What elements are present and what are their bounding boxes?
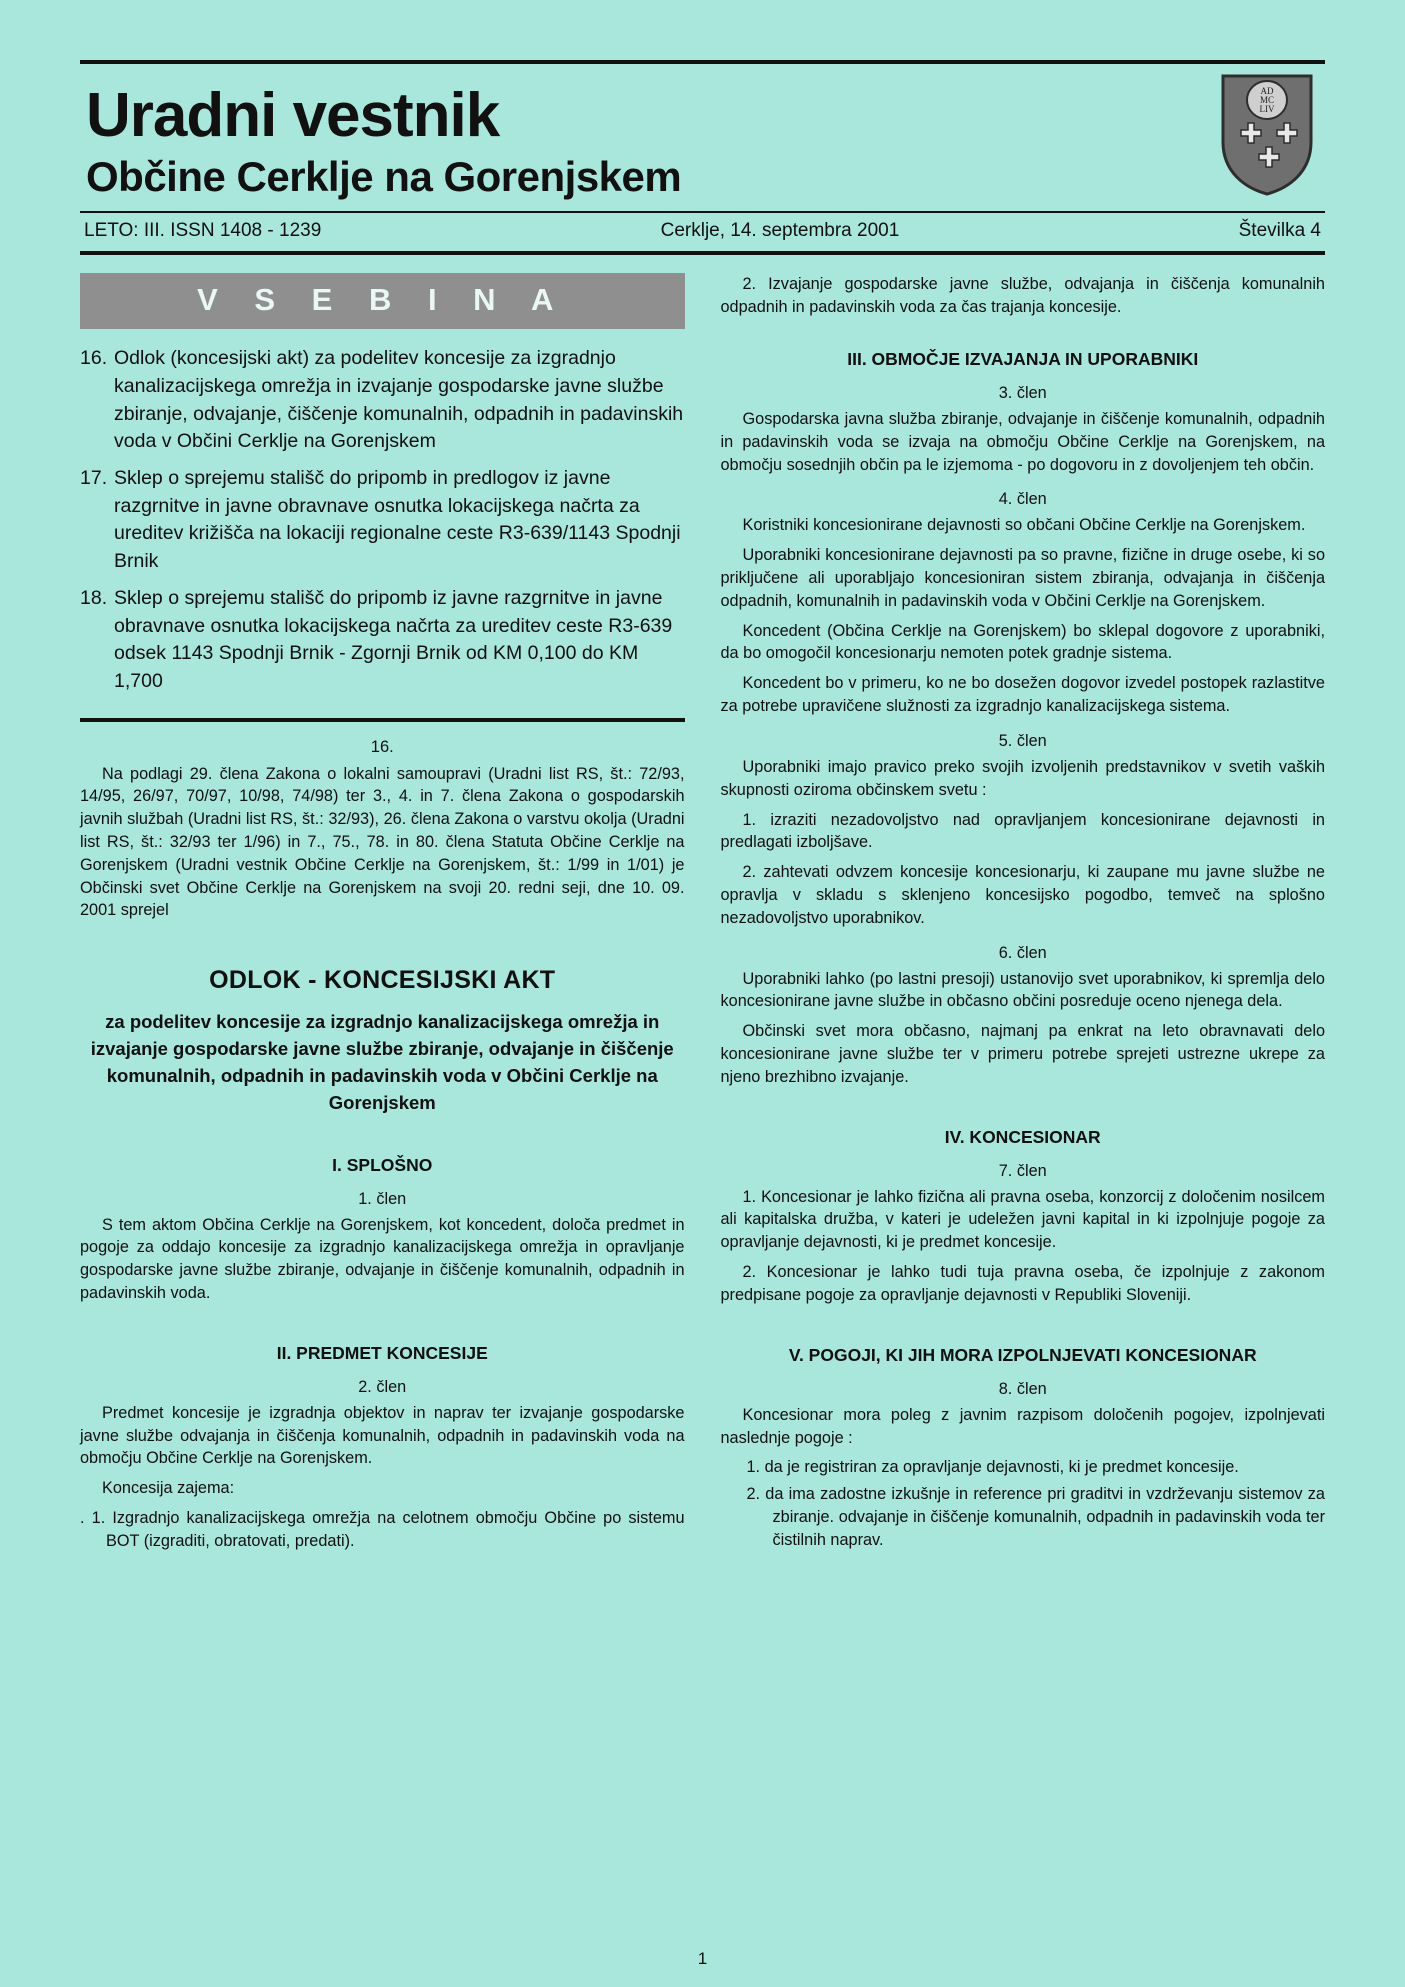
list-item[interactable]	[80, 345, 685, 456]
toc-item-text: Sklep o sprejemu stališč do pripomb in predlogov iz javne razgrnitve in javne obravnave osnutka lokacijskega načrta za ureditev križišča na lokaciji regionalne ceste R3-639/1143 Spodnji Brnik	[114, 467, 681, 573]
list-item[interactable]	[80, 585, 685, 696]
issue-info-bar	[80, 211, 1325, 255]
toc-item-number: 18.	[80, 586, 108, 609]
publication-subtitle: Občine Cerklje na Gorenjskem	[86, 153, 682, 201]
svg-text:LIV: LIV	[1259, 104, 1275, 114]
article-8-paragraph-1: Koncesionar mora poleg z javnim razpisom določenih pogojev, izpolnjevati naslednje pogoje :	[720, 1405, 1325, 1447]
article-4-paragraph-3: Koncedent (Občina Cerklje na Gorenjskem) bo sklepal dogovore z uporabniki, da bo omogočil koncesionarju nemoten potek gradnje sistema.	[720, 621, 1325, 663]
document-title: ODLOK - KONCESIJSKI AKT	[209, 966, 556, 995]
preamble-text: Na podlagi 29. člena Zakona o lokalni samoupravi (Uradni list RS, št.: 72/93, 14/95, 26/97, 70/97, 10/98, 74/98) ter 3., 4. in 7. člena Zakona o gospodarskih javnih službah (Uradni list RS, št.: 32/93), 26. člena Zakona o varstvu okolja (Uradni list RS, št.: 32/93 ter 1/96) in 7., 75., 78. in 80. člena Statuta Občine Cerklje na Gorenjskem (Uradni vestnik Občine Cerklje na Gorenjskem, št.: 1/99 in 1/01) je Občinski svet Občine Cerklje na Gorenjskem na svoji 20. redni seji, dne 10. 09. 2001 sprejel	[80, 764, 685, 920]
article-8-item-1: 1. da je registriran za opravljanje dejavnosti, ki je predmet koncesije.	[746, 1458, 1239, 1477]
article-5-item-1: 1. izraziti nezadovoljstvo nad opravljanjem koncesionirane dejavnosti in predlagati izboljšave.	[720, 810, 1325, 852]
divider	[80, 718, 685, 722]
body-columns	[80, 273, 1325, 1556]
article-7-item-2: 2. Koncesionar je lahko tudi tuja pravna oseba, če izpolnjuje z zakonom predpisane pogoje za opravljanje dejavnosti v Republiki Sloveniji.	[720, 1263, 1325, 1304]
coat-of-arms-icon	[1219, 72, 1315, 198]
article-8-label: 8. člen	[998, 1379, 1047, 1398]
article-4-paragraph-1: Koristniki koncesionirane dejavnosti so občani Občine Cerklje na Gorenjskem.	[742, 516, 1306, 535]
article-4-label: 4. člen	[998, 490, 1047, 509]
article-7-item-1: 1. Koncesionar je lahko fizična ali pravna oseba, konzorcij z določenim nosilcem ali kapitalska družba, v kateri je udeležen javni kapital in ki izpolnjuje pogoje za opravljanje dejavnosti, ki je predmet koncesije.	[720, 1187, 1325, 1252]
svg-text:MC: MC	[1259, 95, 1275, 105]
article-5-label: 5. člen	[998, 731, 1047, 750]
section-heading-iv: IV. KONCESIONAR	[944, 1126, 1101, 1147]
article-1-label: 1. člen	[358, 1189, 407, 1208]
section-heading-i: I. SPLOŠNO	[332, 1154, 433, 1175]
article-entry-number: 16.	[370, 737, 394, 756]
article-3-text: Gospodarska javna služba zbiranje, odvajanje in čiščenje komunalnih, odpadnih in padavinskih voda se izvaja na območju Občine Cerklje na Gorenjskem, na območju sosednjih občin pa le izjemoma - po dogovoru in z dovoljenjem teh občin.	[720, 409, 1325, 474]
right-column	[721, 273, 1326, 1556]
article-1-text: S tem aktom Občina Cerklje na Gorenjskem, kot koncedent, določa predmet in pogoje za oddajo koncesije za izgradnjo kanalizacijskega omrežja in opravljanje gospodarske javne službe zbiranje, odvajanje in čiščenje komunalnih, odpadnih in padavinskih voda.	[80, 1215, 685, 1302]
section-heading-ii: II. PREDMET KONCESIJE	[276, 1342, 488, 1363]
masthead	[80, 60, 1325, 255]
continued-item-2: 2. Izvajanje gospodarske javne službe, odvajanja in čiščenja komunalnih odpadnih in padavinskih voda za čas trajanja koncesije.	[720, 275, 1325, 317]
toc-item-number: 17.	[80, 467, 108, 490]
article-5-item-2: 2. zahtevati odvzem koncesije koncesionarju, ki zaupane mu javne službe ne opravlja v skladu s sklenjeno koncesijsko pogodbo, temveč na splošno nezadovoljstvo uporabnikov.	[720, 863, 1325, 927]
section-heading-iii: III. OBMOČJE IZVAJANJA IN UPORABNIKI	[847, 348, 1199, 369]
issue-number: Številka 4	[1238, 220, 1321, 242]
left-column	[80, 273, 685, 1556]
article-6-paragraph-1: Uporabniki lahko (po lastni presoji) ustanovijo svet uporabnikov, ki spremlja delo koncesionirane javne službe in občasno občini posreduje oceno njenega dela.	[720, 969, 1325, 1011]
article-6-paragraph-2: Občinski svet mora občasno, najmanj pa enkrat na leto obravnavati delo koncesionirane javne službe ter v primeru potrebe sprejeti ustrezne ukrepe za njeno brezhibno izvajanje.	[720, 1022, 1325, 1086]
section-heading-v: V. POGOJI, KI JIH MORA IZPOLNJEVATI KONCESIONAR	[788, 1344, 1257, 1365]
table-of-contents	[80, 345, 685, 695]
article-2-label: 2. člen	[358, 1377, 407, 1396]
article-2-text-b: Koncesija zajema:	[102, 1479, 235, 1498]
list-item[interactable]	[80, 465, 685, 576]
publication-title: Uradni vestnik	[86, 81, 500, 150]
issue-year-issn: LETO: III. ISSN 1408 - 1239	[84, 220, 322, 242]
article-7-label: 7. člen	[998, 1161, 1047, 1180]
toc-item-text: Odlok (koncesijski akt) za podelitev koncesije za izgradnjo kanalizacijskega omrežja in izvajanje gospodarske javne službe zbiranje, odvajanje, čiščenje komunalnih, odpadnih in padavinskih voda v Občini Cerklje na Gorenjskem	[114, 347, 684, 453]
article-3-label: 3. člen	[998, 383, 1047, 402]
article-4-paragraph-4: Koncedent bo v primeru, ko ne bo dosežen dogovor izvedel postopek razlastitve za potrebe upravičene služnosti za izgradnjo kanalizacijskega sistema.	[720, 674, 1325, 716]
article-5-paragraph-1: Uporabniki imajo pravico preko svojih izvoljenih predstavnikov v svetih vaških skupnosti oziroma občinskem svetu :	[720, 757, 1325, 799]
article-4-paragraph-2: Uporabniki koncesionirane dejavnosti pa so pravne, fizične in druge osebe, ki so priključene ali uporabljajo koncesioniran sistem zbiranja, odvajanja in čiščenja odpadnih, komunalnih in padavinskih voda v Občini Cerklje na Gorenjskem.	[720, 546, 1325, 610]
svg-text:AD: AD	[1260, 86, 1274, 96]
issue-date: Cerklje, 14. septembra 2001	[660, 220, 900, 242]
contents-heading: V S E B I N A	[80, 273, 685, 329]
toc-item-number: 16.	[80, 347, 108, 370]
page-number: 1	[697, 1949, 708, 1968]
article-2-item-1: . 1. Izgradnjo kanalizacijskega omrežja na celotnem območju Občine po sistemu BOT (izgraditi, obratovati, predati).	[80, 1509, 685, 1550]
article-8-item-2: 2. da ima zadostne izkušnje in reference pri graditvi in vzdrževanju sistemov za zbiranje. odvajanje in čiščenje komunalnih, odpadnih in padavinskih voda ter čistilnih naprav.	[746, 1485, 1325, 1549]
article-2-text: Predmet koncesije je izgradnja objektov in naprav ter izvajanje gospodarske javne službe odvajanja in čiščenja komunalnih, odpadnih in padavinskih voda na območju Občine Cerklje na Gorenjskem.	[80, 1403, 685, 1468]
toc-item-text: Sklep o sprejemu stališč do pripomb iz javne razgrnitve in javne obravnave osnutka lokacijskega načrta za ureditev ceste R3-639 odsek 1143 Spodnji Brnik - Zgornji Brnik od KM 0,100 do KM 1,700	[114, 586, 673, 692]
article-6-label: 6. člen	[998, 943, 1047, 962]
document-subtitle: za podelitev koncesije za izgradnjo kanalizacijskega omrežja in izvajanje gospodarske javne službe zbiranje, odvajanje in čiščenje komunalnih, odpadnih in padavinskih voda v Občini Cerklje na Gorenjskem	[90, 1011, 674, 1113]
